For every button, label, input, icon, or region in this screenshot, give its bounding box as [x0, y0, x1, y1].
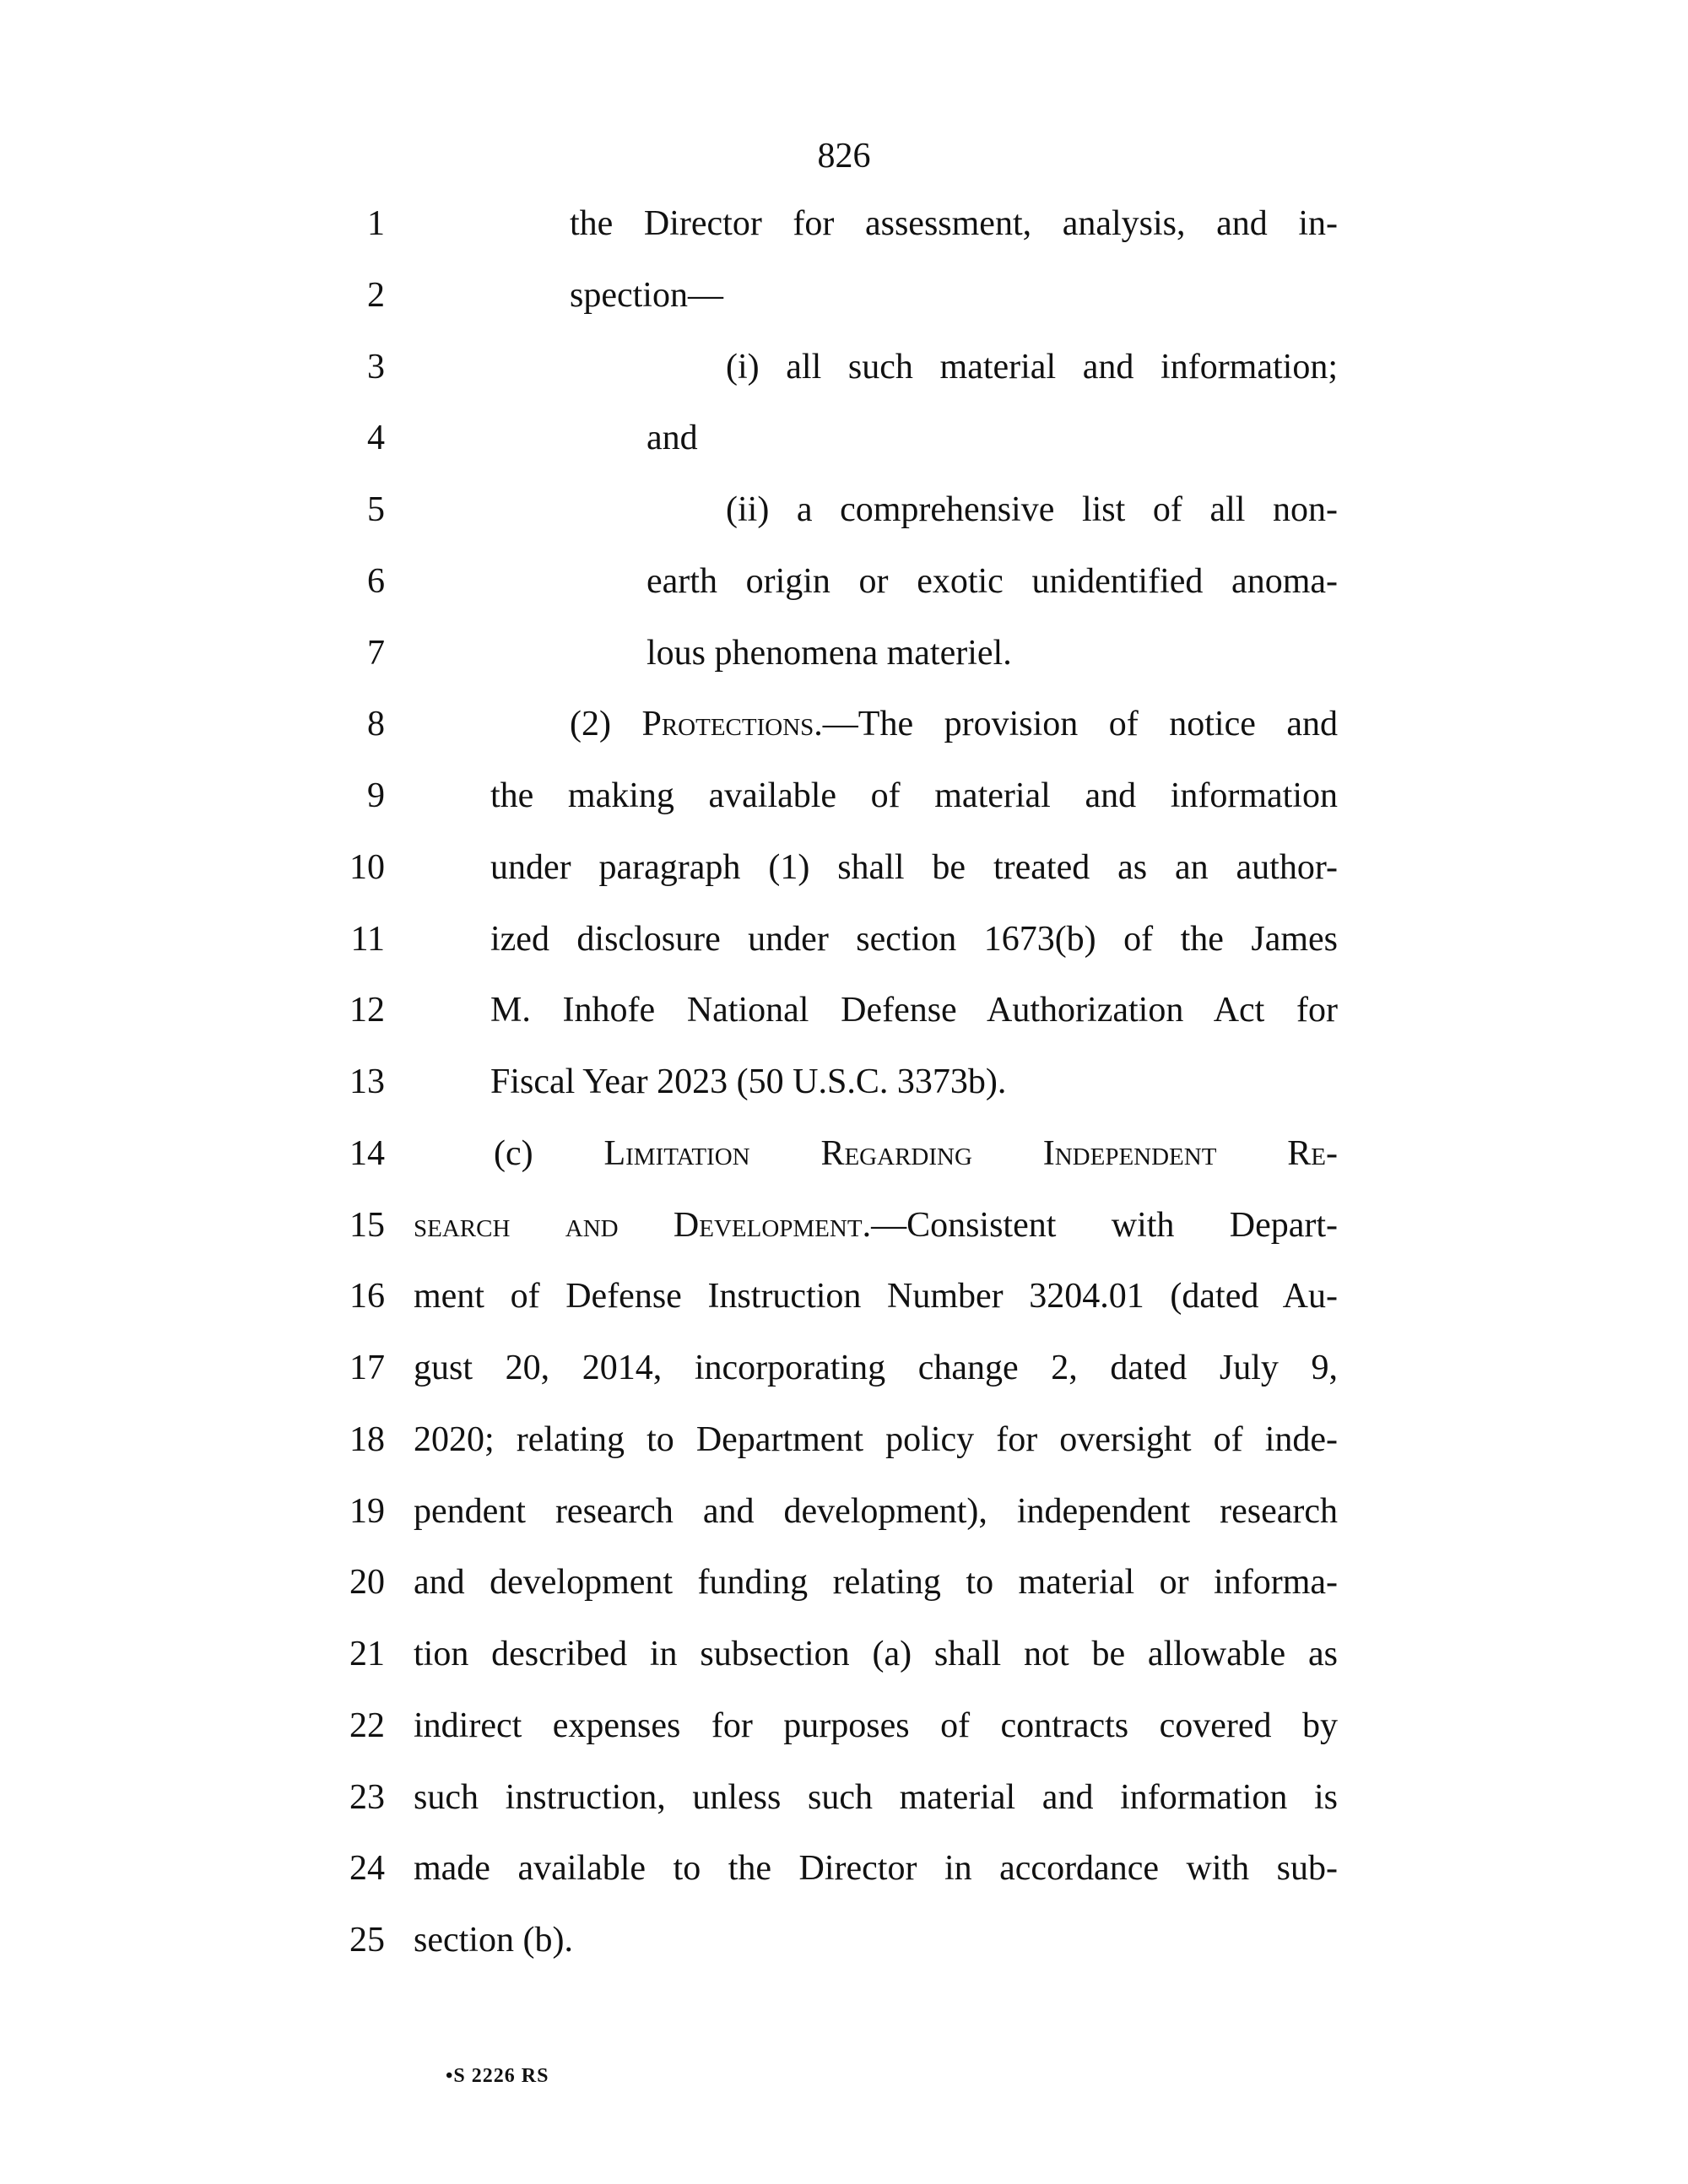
line-text: ment of Defense Instruction Number 3204.01 (dated Au- [414, 1277, 1338, 1316]
line-number: 12 [349, 991, 385, 1030]
line-number: 16 [349, 1277, 385, 1316]
line-text: indirect expenses for purposes of contracts covered by [414, 1706, 1338, 1745]
line-number: 10 [349, 848, 385, 887]
line-number: 6 [367, 562, 385, 601]
line-text-rest: .—The provision of notice and [814, 705, 1338, 743]
line-text: lous phenomena materiel. [647, 634, 1012, 673]
text-line [0, 845, 1688, 890]
paragraph-designation: (2) [570, 705, 642, 743]
text-line [0, 1059, 1688, 1105]
line-number: 21 [349, 1635, 385, 1673]
line-number: 17 [349, 1349, 385, 1387]
line-number: 3 [367, 348, 385, 387]
line-text [494, 1131, 1338, 1176]
line-number: 2 [367, 276, 385, 315]
text-line [0, 1489, 1688, 1534]
line-text: under paragraph (1) shall be treated as an author- [490, 848, 1338, 887]
line-number: 22 [349, 1706, 385, 1745]
line-number: 13 [349, 1062, 385, 1101]
line-text: made available to the Director in accordance with sub- [414, 1849, 1338, 1888]
line-number: 5 [367, 490, 385, 529]
text-line [0, 1703, 1688, 1749]
subsection-heading: search and Development [414, 1206, 863, 1245]
line-number: 19 [349, 1492, 385, 1531]
line-text: (ii) a comprehensive list of all non- [726, 490, 1338, 529]
subsection-designation: (c) [494, 1134, 604, 1173]
text-line [0, 1775, 1688, 1820]
text-line [0, 344, 1688, 390]
text-line [0, 1131, 1688, 1176]
text-line [0, 1846, 1688, 1891]
line-text [570, 701, 1338, 747]
line-text: and development funding relating to material or informa- [414, 1563, 1338, 1602]
text-line [0, 201, 1688, 246]
line-text-rest: .—Consistent with Depart- [862, 1206, 1338, 1245]
line-number: 7 [367, 634, 385, 673]
text-line [0, 630, 1688, 676]
line-number: 4 [367, 419, 385, 457]
line-number: 8 [367, 705, 385, 743]
line-text: spection— [570, 276, 723, 315]
text-line [0, 559, 1688, 604]
line-text: (i) all such material and information; [726, 348, 1338, 387]
line-text: pendent research and development), independent research [414, 1492, 1338, 1531]
text-line [0, 1273, 1688, 1319]
text-line [0, 415, 1688, 461]
line-text: such instruction, unless such material and information is [414, 1778, 1338, 1817]
line-text: the Director for assessment, analysis, and in- [570, 204, 1338, 243]
line-number: 18 [349, 1420, 385, 1459]
text-line [0, 1345, 1688, 1391]
line-text: and [647, 419, 698, 457]
line-text: the making available of material and information [490, 776, 1338, 815]
subsection-heading: Limitation Regarding Independent Re- [603, 1134, 1338, 1173]
text-line [0, 487, 1688, 532]
text-line [0, 916, 1688, 962]
line-number: 25 [349, 1921, 385, 1960]
line-text: earth origin or exotic unidentified anoma- [647, 562, 1338, 601]
line-number: 9 [367, 776, 385, 815]
line-text: ized disclosure under section 1673(b) of the James [490, 920, 1338, 959]
line-number: 1 [367, 204, 385, 243]
text-line [0, 1631, 1688, 1677]
text-line [0, 701, 1688, 747]
line-number: 23 [349, 1778, 385, 1817]
line-number: 14 [349, 1134, 385, 1173]
line-text: 2020; relating to Department policy for oversight of inde- [414, 1420, 1338, 1459]
line-text: M. Inhofe National Defense Authorization Act for [490, 991, 1338, 1030]
line-text: gust 20, 2014, incorporating change 2, dated July 9, [414, 1349, 1338, 1387]
paragraph-heading: Protections [641, 705, 814, 743]
line-number: 20 [349, 1563, 385, 1602]
bill-identifier-footer: •S 2226 RS [446, 2065, 549, 2087]
line-number: 24 [349, 1849, 385, 1888]
line-text: Fiscal Year 2023 (50 U.S.C. 3373b). [490, 1062, 1007, 1101]
line-text: section (b). [414, 1921, 573, 1960]
text-line [0, 273, 1688, 318]
text-line [0, 1560, 1688, 1605]
line-number: 15 [349, 1206, 385, 1245]
text-line [0, 1917, 1688, 1963]
text-line [0, 773, 1688, 819]
text-line [0, 1203, 1688, 1248]
line-text: tion described in subsection (a) shall not be allowable as [414, 1635, 1338, 1673]
line-text [414, 1203, 1338, 1248]
page-number: 826 [817, 137, 871, 176]
line-number: 11 [350, 920, 385, 959]
text-line [0, 987, 1688, 1033]
text-line [0, 1417, 1688, 1462]
